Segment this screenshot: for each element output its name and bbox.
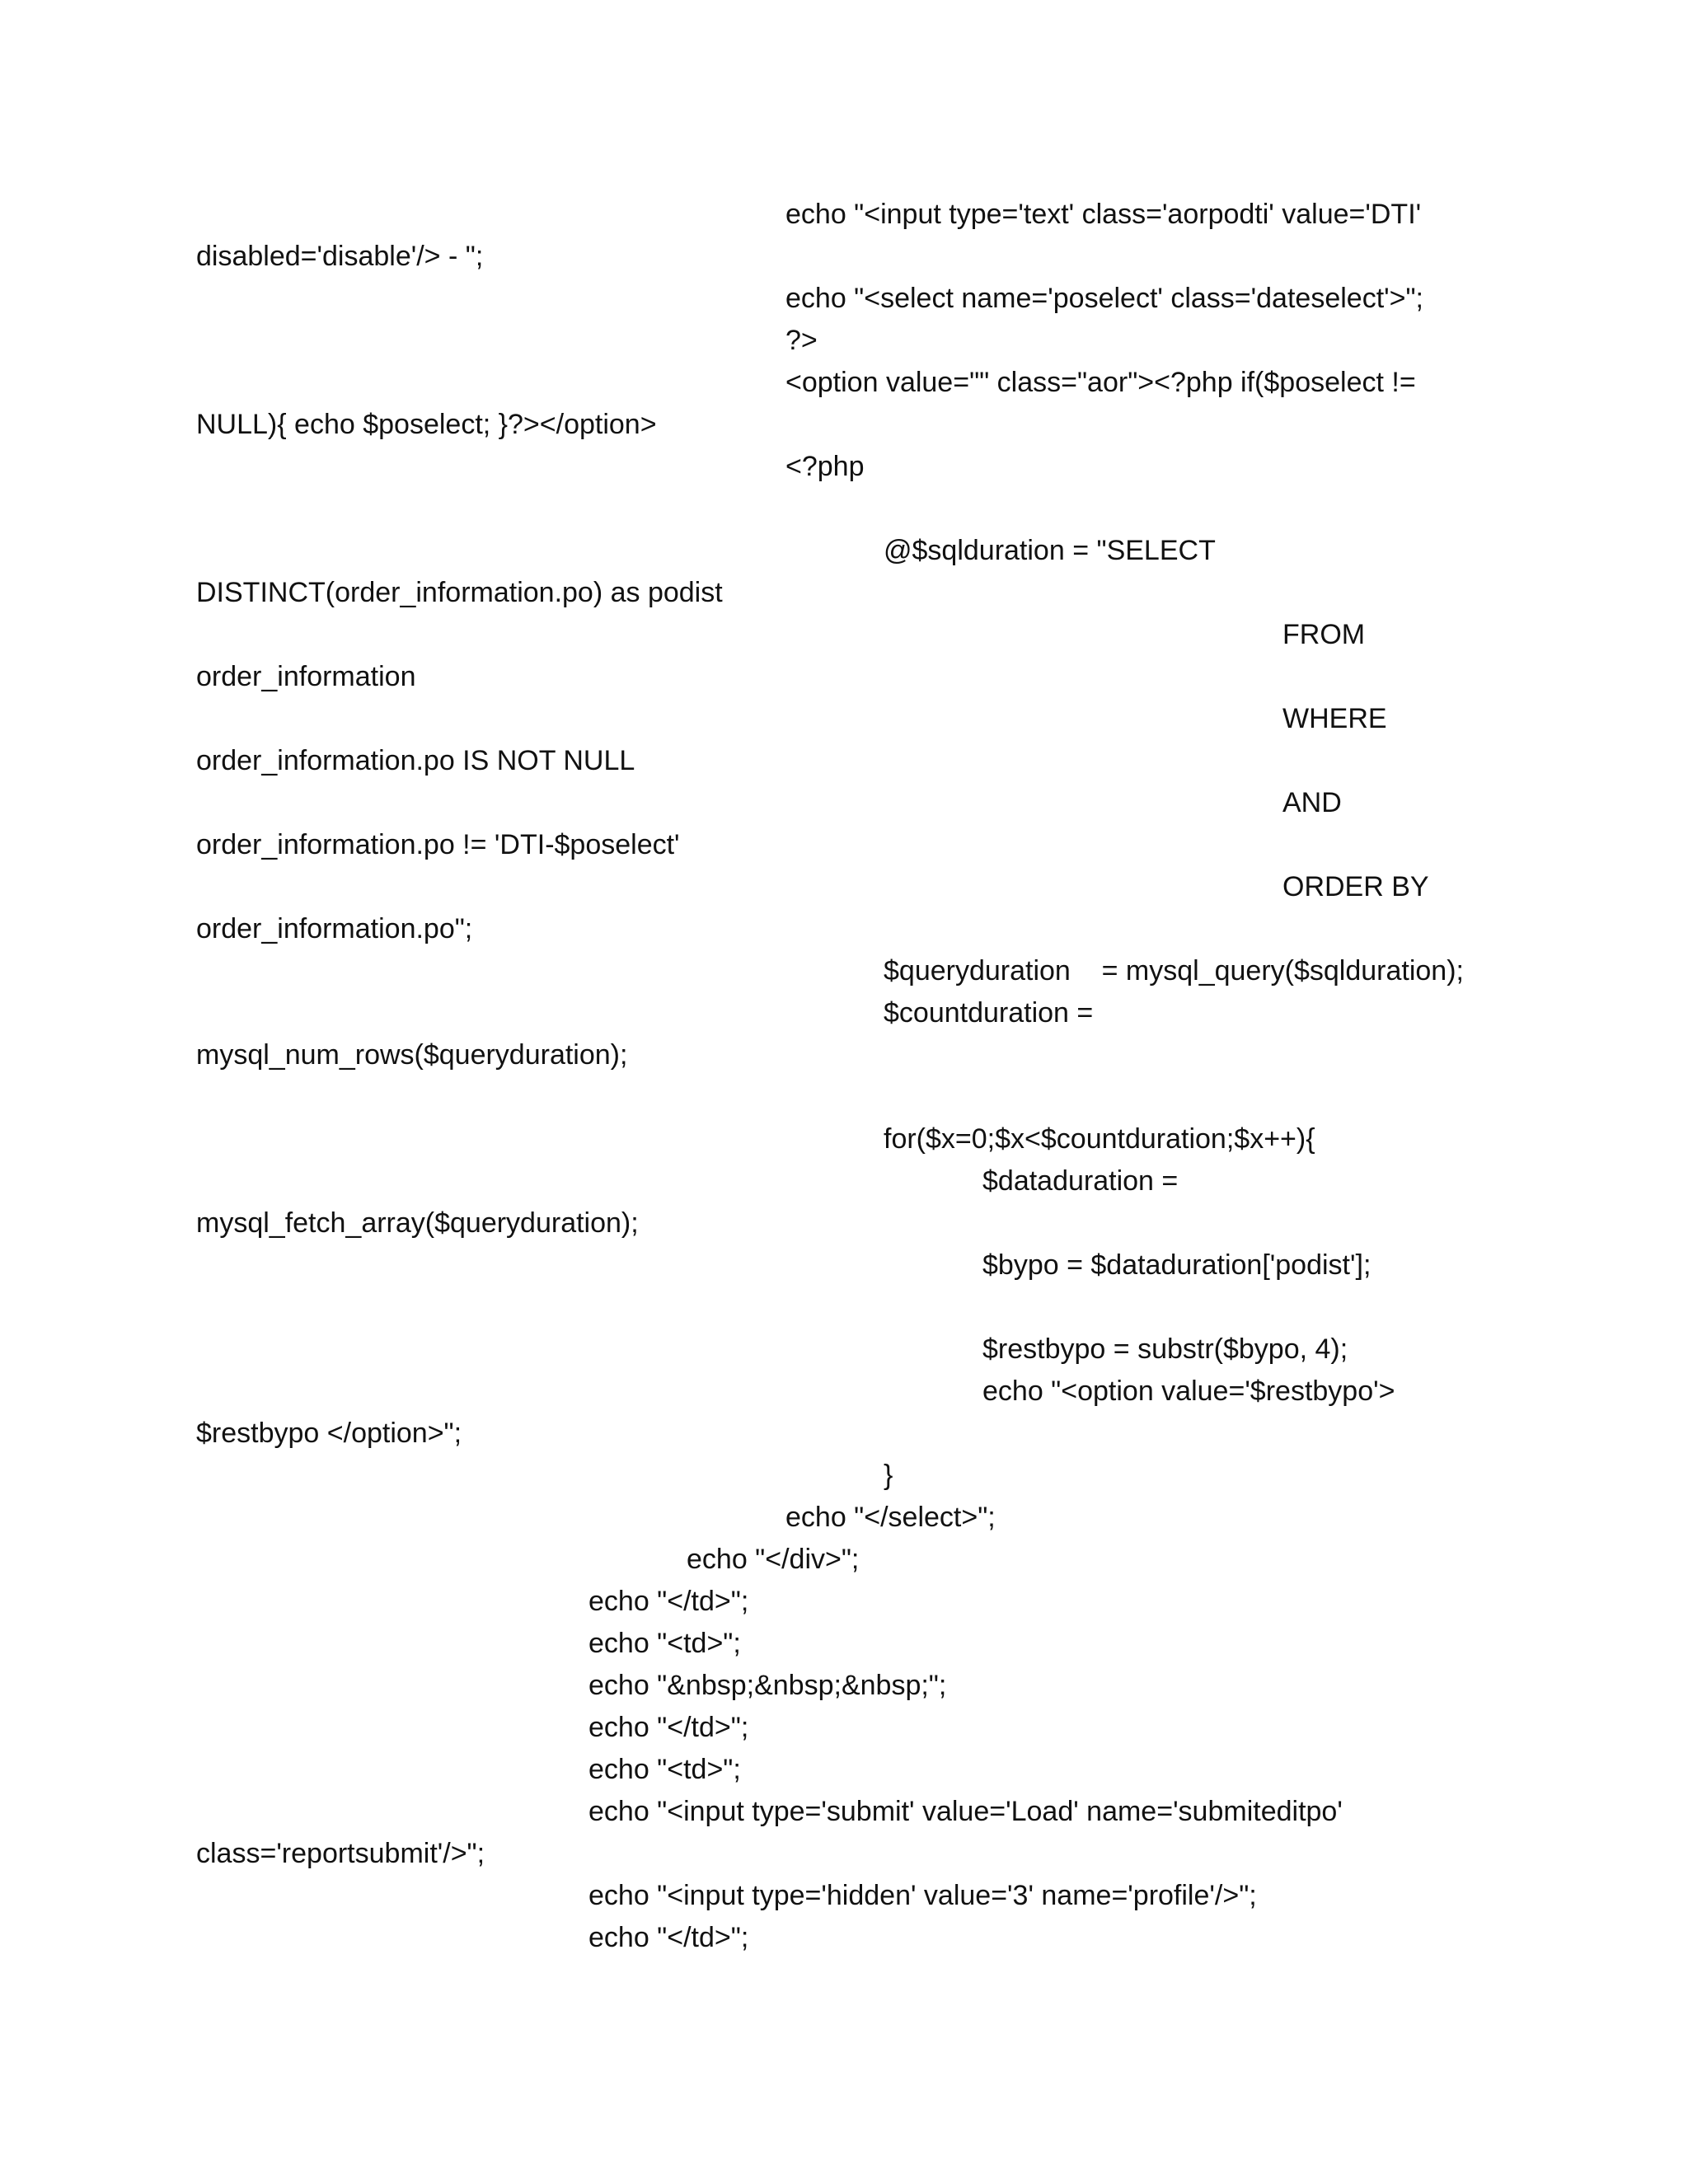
code-line: @$sqlduration = "SELECT [884, 535, 1216, 566]
code-line: echo "</td>"; [588, 1922, 749, 1953]
code-line: $bypo = $dataduration['podist']; [982, 1249, 1372, 1281]
code-line: NULL){ echo $poselect; }?></option> [196, 409, 657, 440]
code-line: echo "<option value='$restbypo'> [982, 1376, 1395, 1407]
code-line: echo "<td>"; [588, 1628, 741, 1659]
code-line: $queryduration = mysql_query($sqlduration); [884, 955, 1464, 987]
code-line: order_information.po"; [196, 913, 473, 944]
code-line: echo "<td>"; [588, 1754, 741, 1785]
code-line: order_information.po != 'DTI-$poselect' [196, 829, 680, 860]
code-line: ORDER BY [1282, 871, 1429, 902]
code-line: order_information [196, 661, 416, 692]
code-line: ?> [785, 325, 818, 356]
code-line: AND [1282, 787, 1342, 818]
code-line: mysql_num_rows($queryduration); [196, 1039, 628, 1071]
code-line: echo "</td>"; [588, 1586, 749, 1617]
code-line: for($x=0;$x<$countduration;$x++){ [884, 1123, 1315, 1155]
code-line: $dataduration = [982, 1165, 1179, 1197]
code-line: mysql_fetch_array($queryduration); [196, 1207, 639, 1239]
code-line: disabled='disable'/> - "; [196, 241, 484, 272]
code-line: $countduration = [884, 997, 1094, 1029]
code-line: <?php [785, 451, 865, 482]
code-line: order_information.po IS NOT NULL [196, 745, 635, 776]
code-line: echo "</select>"; [785, 1502, 996, 1533]
code-line: class='reportsubmit'/>"; [196, 1838, 485, 1869]
code-line: $restbypo </option>"; [196, 1418, 462, 1449]
code-line: echo "</td>"; [588, 1712, 749, 1743]
code-line: } [884, 1460, 893, 1491]
code-line: echo "&nbsp;&nbsp;&nbsp;"; [588, 1670, 947, 1701]
code-line: echo "<select name='poselect' class='dateselect'>"; [785, 283, 1423, 314]
code-line: <option value="" class="aor"><?php if($poselect != [785, 367, 1416, 398]
code-line: echo "</div>"; [687, 1544, 860, 1575]
code-line: $restbypo = substr($bypo, 4); [982, 1333, 1348, 1365]
code-line: FROM [1282, 619, 1366, 650]
code-line: DISTINCT(order_information.po) as podist [196, 577, 723, 608]
code-line: echo "<input type='hidden' value='3' name='profile'/>"; [588, 1880, 1257, 1911]
code-line: echo "<input type='submit' value='Load' name='submiteditpo' [588, 1796, 1343, 1827]
code-line: WHERE [1282, 703, 1387, 734]
code-line: echo "<input type='text' class='aorpodti' value='DTI' [785, 199, 1422, 230]
